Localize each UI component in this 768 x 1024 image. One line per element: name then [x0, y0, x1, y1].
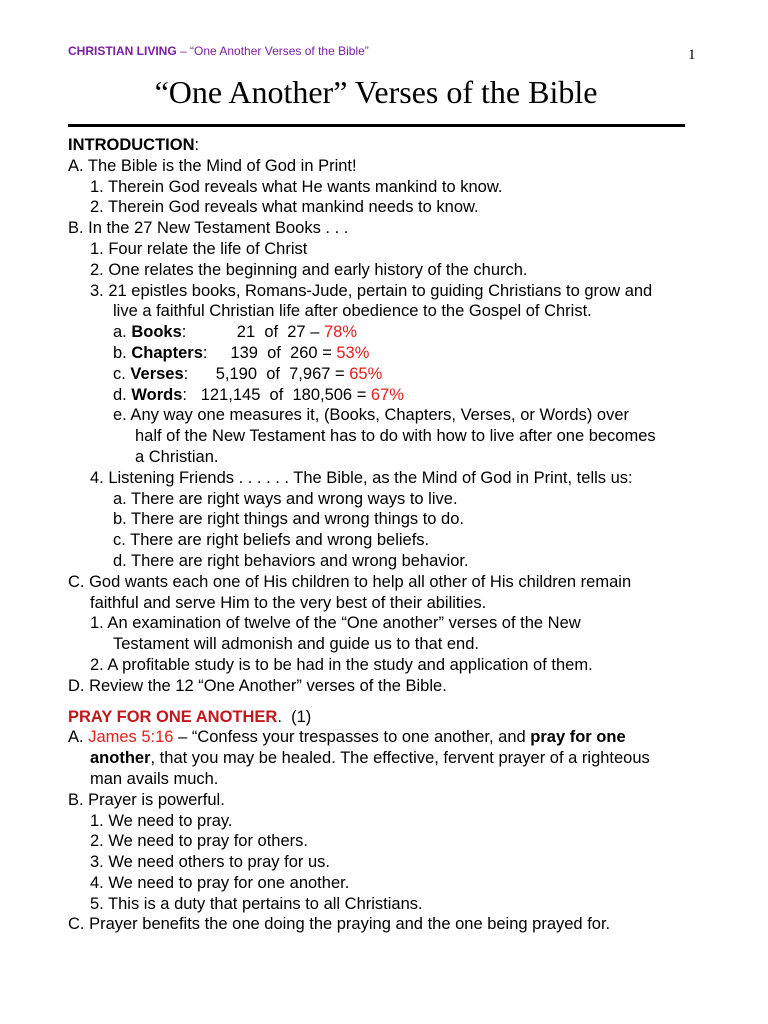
outline-item: 4. We need to pray for one another.	[90, 873, 350, 892]
stat-label: Books	[131, 323, 182, 342]
stat-letter: d.	[113, 385, 132, 404]
outline-item-cont: half of the New Testament has to do with how to live after one becomes	[135, 427, 656, 446]
scripture-quote: , that you may be healed. The effective, fervent prayer of a righteous	[150, 749, 650, 768]
page-number: 1	[688, 47, 696, 63]
outline-item-cont: live a faithful Christian life after obedience to the Gospel of Christ.	[113, 302, 592, 321]
outline-item: a. There are right ways and wrong ways to live.	[113, 489, 458, 508]
pray-item-a-cont	[68, 748, 708, 769]
outline-item: 1. An examination of twelve of the “One another” verses of the New	[90, 614, 581, 633]
outline-item: B. Prayer is powerful.	[68, 790, 225, 809]
outline-item: C. God wants each one of His children to help all other of His children remain	[68, 572, 632, 591]
stat-chapters	[68, 343, 708, 364]
stat-letter: a.	[113, 323, 132, 342]
stat-letter: c.	[113, 364, 131, 383]
scripture-quote: – “Confess your trespasses to one another, and	[173, 728, 531, 747]
outline-item: 2. Therein God reveals what mankind needs to know.	[90, 198, 479, 217]
outline-item: e. Any way one measures it, (Books, Chapters, Verses, or Words) over	[113, 406, 629, 425]
stat-label: Chapters	[131, 343, 203, 362]
outline-item: b. There are right things and wrong things to do.	[113, 510, 464, 529]
stat-percent: 53%	[336, 343, 370, 362]
outline-item: 2. We need to pray for others.	[90, 832, 308, 851]
outline-item-cont: Testament will admonish and guide us to that end.	[113, 635, 479, 654]
header-separator: –	[176, 44, 191, 58]
outline-item-cont: a Christian.	[135, 447, 219, 466]
outline-item: 3. We need others to pray for us.	[90, 853, 330, 872]
header-series: CHRISTIAN LIVING	[68, 44, 177, 58]
stat-value: : 21 of 27 –	[181, 323, 324, 342]
outline-letter: A.	[68, 728, 89, 747]
outline-item: C. Prayer benefits the one doing the praying and the one being prayed for.	[68, 915, 611, 934]
intro-heading-colon: :	[194, 136, 200, 154]
pray-heading: PRAY FOR ONE ANOTHER	[68, 707, 278, 726]
outline-item: 2. One relates the beginning and early history of the church.	[90, 260, 528, 279]
running-header	[68, 44, 369, 58]
stat-label: Words	[131, 385, 183, 404]
document-title: “One Another” Verses of the Bible	[154, 74, 598, 110]
outline-item: 1. Therein God reveals what He wants mankind to know.	[90, 177, 503, 196]
outline-item: 1. Four relate the life of Christ	[90, 239, 308, 258]
stat-words	[68, 385, 708, 406]
outline-item-cont: man avails much.	[90, 769, 219, 788]
stat-verses	[68, 364, 708, 385]
outline-item: D. Review the 12 “One Another” verses of the Bible.	[68, 676, 447, 695]
intro-heading-line	[68, 135, 708, 156]
stat-books	[68, 322, 708, 343]
stat-label: Verses	[130, 364, 184, 383]
stat-percent: 67%	[370, 385, 404, 404]
pray-item-a	[68, 727, 708, 748]
intro-heading: INTRODUCTION	[68, 136, 195, 154]
stat-percent: 65%	[349, 364, 383, 383]
stat-percent: 78%	[323, 323, 357, 342]
outline-item: 3. 21 epistles books, Romans-Jude, pertain to guiding Christians to grow and	[90, 281, 653, 300]
stat-value: : 121,145 of 180,506 =	[182, 385, 371, 404]
outline-item: 1. We need to pray.	[90, 811, 233, 830]
header-subtitle: “One Another Verses of the Bible”	[190, 44, 369, 58]
outline-item: 2. A profitable study is to be had in the study and application of them.	[90, 655, 593, 674]
outline-item: 5. This is a duty that pertains to all Christians.	[90, 894, 423, 913]
section-gap	[68, 697, 708, 707]
outline-item: B. In the 27 New Testament Books . . .	[68, 219, 349, 238]
outline-item: c. There are right beliefs and wrong beliefs.	[113, 531, 430, 550]
outline-item: A. The Bible is the Mind of God in Print!	[68, 156, 357, 175]
stat-value: : 139 of 260 =	[202, 343, 337, 362]
pray-heading-tail: . (1)	[277, 707, 312, 726]
scripture-reference: James 5:16	[88, 728, 174, 747]
title-rule	[68, 124, 685, 127]
pray-heading-line	[68, 707, 708, 728]
stat-value: : 5,190 of 7,967 =	[183, 364, 350, 383]
document-body	[68, 135, 708, 935]
scripture-emphasis: pray for one	[530, 728, 626, 747]
outline-item-cont: faithful and serve Him to the very best of their abilities.	[90, 593, 487, 612]
stat-letter: b.	[113, 343, 132, 362]
scripture-emphasis: another	[90, 749, 151, 768]
outline-item: 4. Listening Friends . . . . . . The Bible, as the Mind of God in Print, tells us:	[90, 468, 633, 487]
outline-item: d. There are right behaviors and wrong behavior.	[113, 551, 469, 570]
